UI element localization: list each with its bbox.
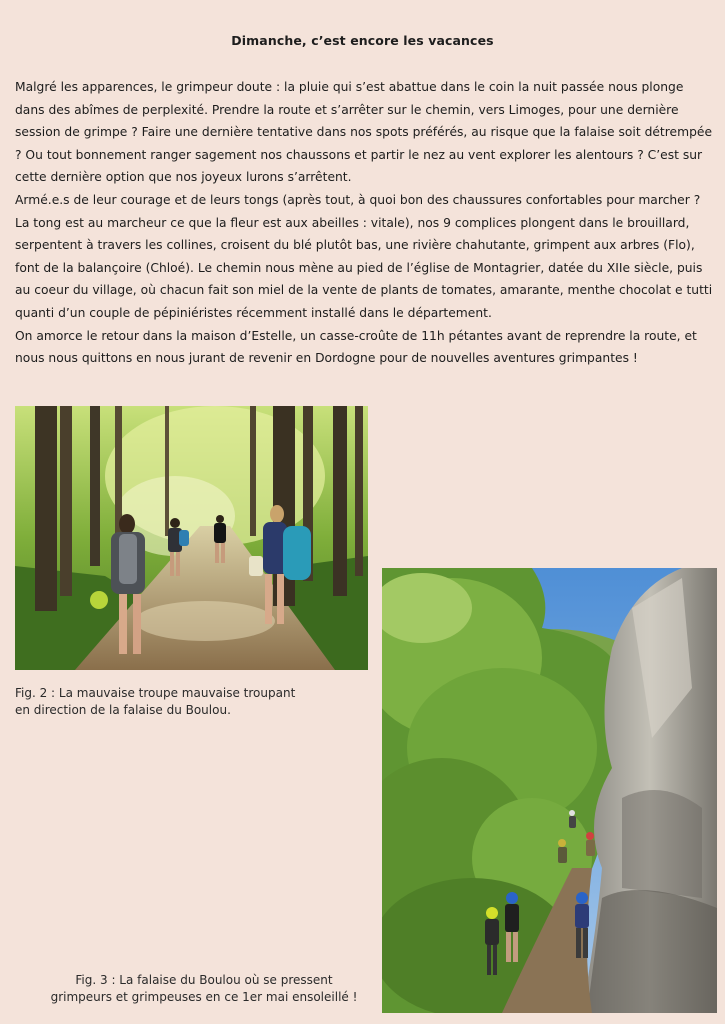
figure-2-caption-line-1: Fig. 2 : La mauvaise troupe mauvaise troupant — [15, 686, 296, 700]
article-body — [15, 76, 713, 370]
figure-2-caption-line-2: en direction de la falaise du Boulou. — [15, 703, 231, 717]
figure-3-caption — [30, 972, 378, 1006]
paragraph-2: Armé.e.s de leur courage et de leurs tongs (après tout, à quoi bon des chaussures confortables pour marcher ? La tong est au marcheur ce que la fleur est aux abeilles : vitale), nos 9 complices plongent dans le brouillard, serpentent à travers les collines, croisent du blé plutôt bas, une rivière chahutante, grimpent aux arbres (Flo), font de la balançoire (Chloé). Le chemin nous mène au pied de l’église de Montagrier, datée du XIIe siècle, puis au coeur du village, où chacun fait son miel de la vente de plants de tomates, amarante, menthe chocolat e tutti quanti d’un couple de pépiniéristes récemment installé dans le département. — [15, 192, 713, 320]
page-title: Dimanche, c’est encore les vacances — [231, 33, 494, 48]
cliff-photo — [382, 568, 717, 1013]
figure-3-caption-line-2: grimpeurs et grimpeuses en ce 1er mai ensoleillé ! — [50, 990, 358, 1004]
forest-path-photo — [15, 406, 368, 670]
paragraph-1: Malgré les apparences, le grimpeur doute : la pluie qui s’est abattue dans le coin la nuit passée nous plonge dans des abîmes de perplexité. Prendre la route et s’arrêter sur le chemin, vers Limoges, pour une dernière session de grimpe ? Faire une dernière tentative dans nos spots préférés, au risque que la falaise soit détrempée ? Ou tout bonnement ranger sagement nos chaussons et partir le nez au vent explorer les alentours ? C’est sur cette dernière option que nos joyeux lurons s’arrêtent. — [15, 80, 713, 185]
paragraph-3: On amorce le retour dans la maison d’Estelle, un casse-croûte de 11h pétantes avant de reprendre la route, et nous nous quittons en nous jurant de revenir en Dordogne pour de nouvelles aventures grimpantes ! — [15, 328, 697, 366]
figure-3-caption-line-1: Fig. 3 : La falaise du Boulou où se pressent — [75, 973, 333, 987]
figure-2-caption — [15, 685, 335, 719]
